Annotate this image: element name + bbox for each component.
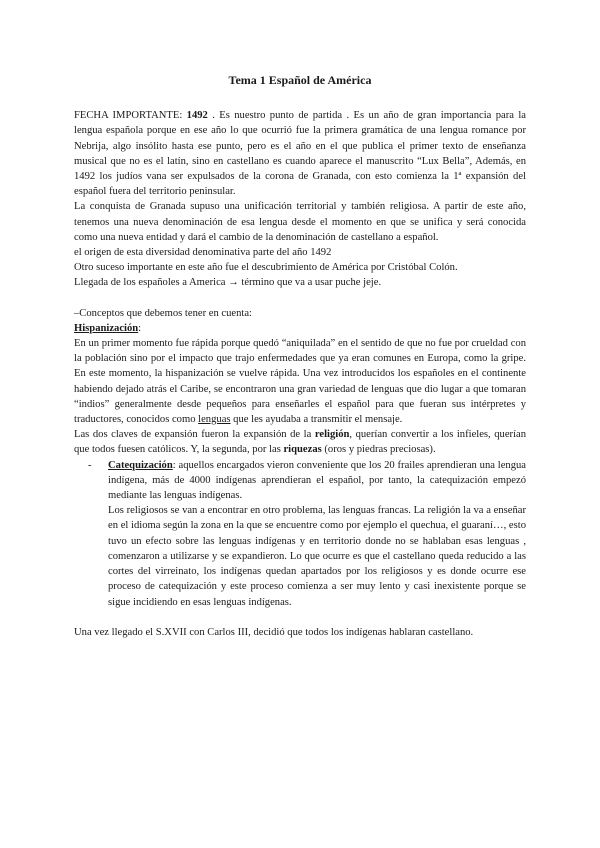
paragraph-fecha: [74, 108, 526, 199]
catequizacion-term: Catequización: [108, 459, 173, 471]
lenguas-term: lenguas: [198, 414, 231, 426]
bullet-dash: -: [88, 459, 92, 471]
catequizacion-text: : aquellos encargados vieron conveniente que los 20 frailes aprendieran una lengua indígena, más de 4000 indígenas aprendieran el español, por tanto, la catequización empezó mediante las lenguas indígenas.: [108, 459, 526, 502]
paragraph-hispanizacion: [74, 336, 526, 427]
bullet-body: [108, 458, 526, 610]
document-title: Tema 1 Español de América: [228, 73, 372, 87]
riquezas-term: riquezas: [283, 444, 322, 456]
spacer: [74, 291, 526, 306]
bullet-catequizacion: [88, 458, 526, 610]
paragraph-claves: [74, 427, 526, 457]
paragraph-conceptos: –Conceptos que debemos tener en cuenta:: [74, 307, 252, 319]
hispanizacion-text: En un primer momento fue rápida porque quedó “aniquilada” en el sentido de que no fue por crueldad con la población sino por el impacto que trajo enfermedades que ya eran comunes en Europa, como la gripe. En este momento, la hispanización se vuelve rápida. Una vez introducidos los españoles en el continente habiendo dejado atrás el Caribe, se encontraron una gran variedad de lenguas que dio lugar a que tomaran “indios” generalmente desde pequeños para enseñarles el español para que fueran sus intérpretes y traductores, conocidos como: [74, 338, 526, 426]
hispanizacion-term: Hispanización: [74, 322, 139, 334]
paragraph-granada: La conquista de Granada supuso una unificación territorial y también religiosa. A partir de este año, tenemos una nueva denominación de esa lengua desde el momento en que se unifica y será conocida como una nueva entidad y dará el cambio de la denominación de castellano a español.: [74, 201, 526, 243]
catequizacion-paragraph: [108, 458, 526, 504]
hispanizacion-tail: que les ayudaba a transmitir el mensaje.: [230, 414, 403, 426]
claves-text-d: (oros y piedras preciosas).: [321, 444, 436, 456]
fecha-rest: . Es nuestro punto de partida . Es un año de gran importancia para la lengua española porque en ese año lo que ocurrió fue la primera gramática de una lengua romance por Nebrija, algo insólito hasta ese punto, pero es el año en el que publica el primer texto de enseñanza musical que no es el latín, sino en castellano es cuando aparece el manuscrito “Lux Bella”, Además, en 1492 los judíos vana ser expulsados de la corona de Granada, con esto comienza la 1ª expansión del español fuera del territorio peninsular.: [74, 110, 527, 198]
religion-term: religión: [314, 429, 350, 441]
claves-text-a: Las dos claves de expansión fueron la expansión de la: [74, 429, 315, 441]
fecha-lead: FECHA IMPORTANTE:: [74, 110, 187, 122]
fecha-year: 1492: [186, 110, 208, 122]
claves-text-c: , querían convertir a los infieles, querían que todos fuesen católicos. Y, la segunda, por las: [74, 429, 527, 456]
paragraph-colon: Otro suceso importante en este año fue el descubrimiento de América por Cristóbal Colón.: [74, 262, 458, 274]
paragraph-origen: el origen de esta diversidad denominativa parte del año 1492: [74, 247, 332, 259]
paragraph-carlos: Una vez llegado el S.XVII con Carlos III, decidió que todos los indígenas hablaran castellano.: [74, 626, 474, 638]
document-page: [74, 73, 526, 640]
hispanizacion-colon: :: [138, 322, 142, 334]
spacer: [74, 610, 526, 625]
heading-hispanizacion: [74, 321, 526, 336]
paragraph-llegada: Llegada de los españoles a America → término que va a usar puche jeje.: [74, 277, 382, 289]
lenguas-francas-paragraph: Los religiosos se van a encontrar en otro problema, las lenguas francas. La religión la va a enseñar en el idioma según la zona en la que se encuentre como por ejemplo el quechua, el guaraní…, esto tuvo un efecto sobre las lenguas indígenas y en territorio donde no se hablaban esas lenguas , comenzaron a utilizarse y se expandieron. Lo que ocurre es que el castellano queda reducido a las cortes del virreinato, los indígenas quedan apartados por los religiosos y es donde ocurre ese proceso de catequización y este proceso comienza a ser muy lento y casi inexistente porque se sigue incidiendo en esas lenguas indígenas.: [108, 505, 526, 608]
